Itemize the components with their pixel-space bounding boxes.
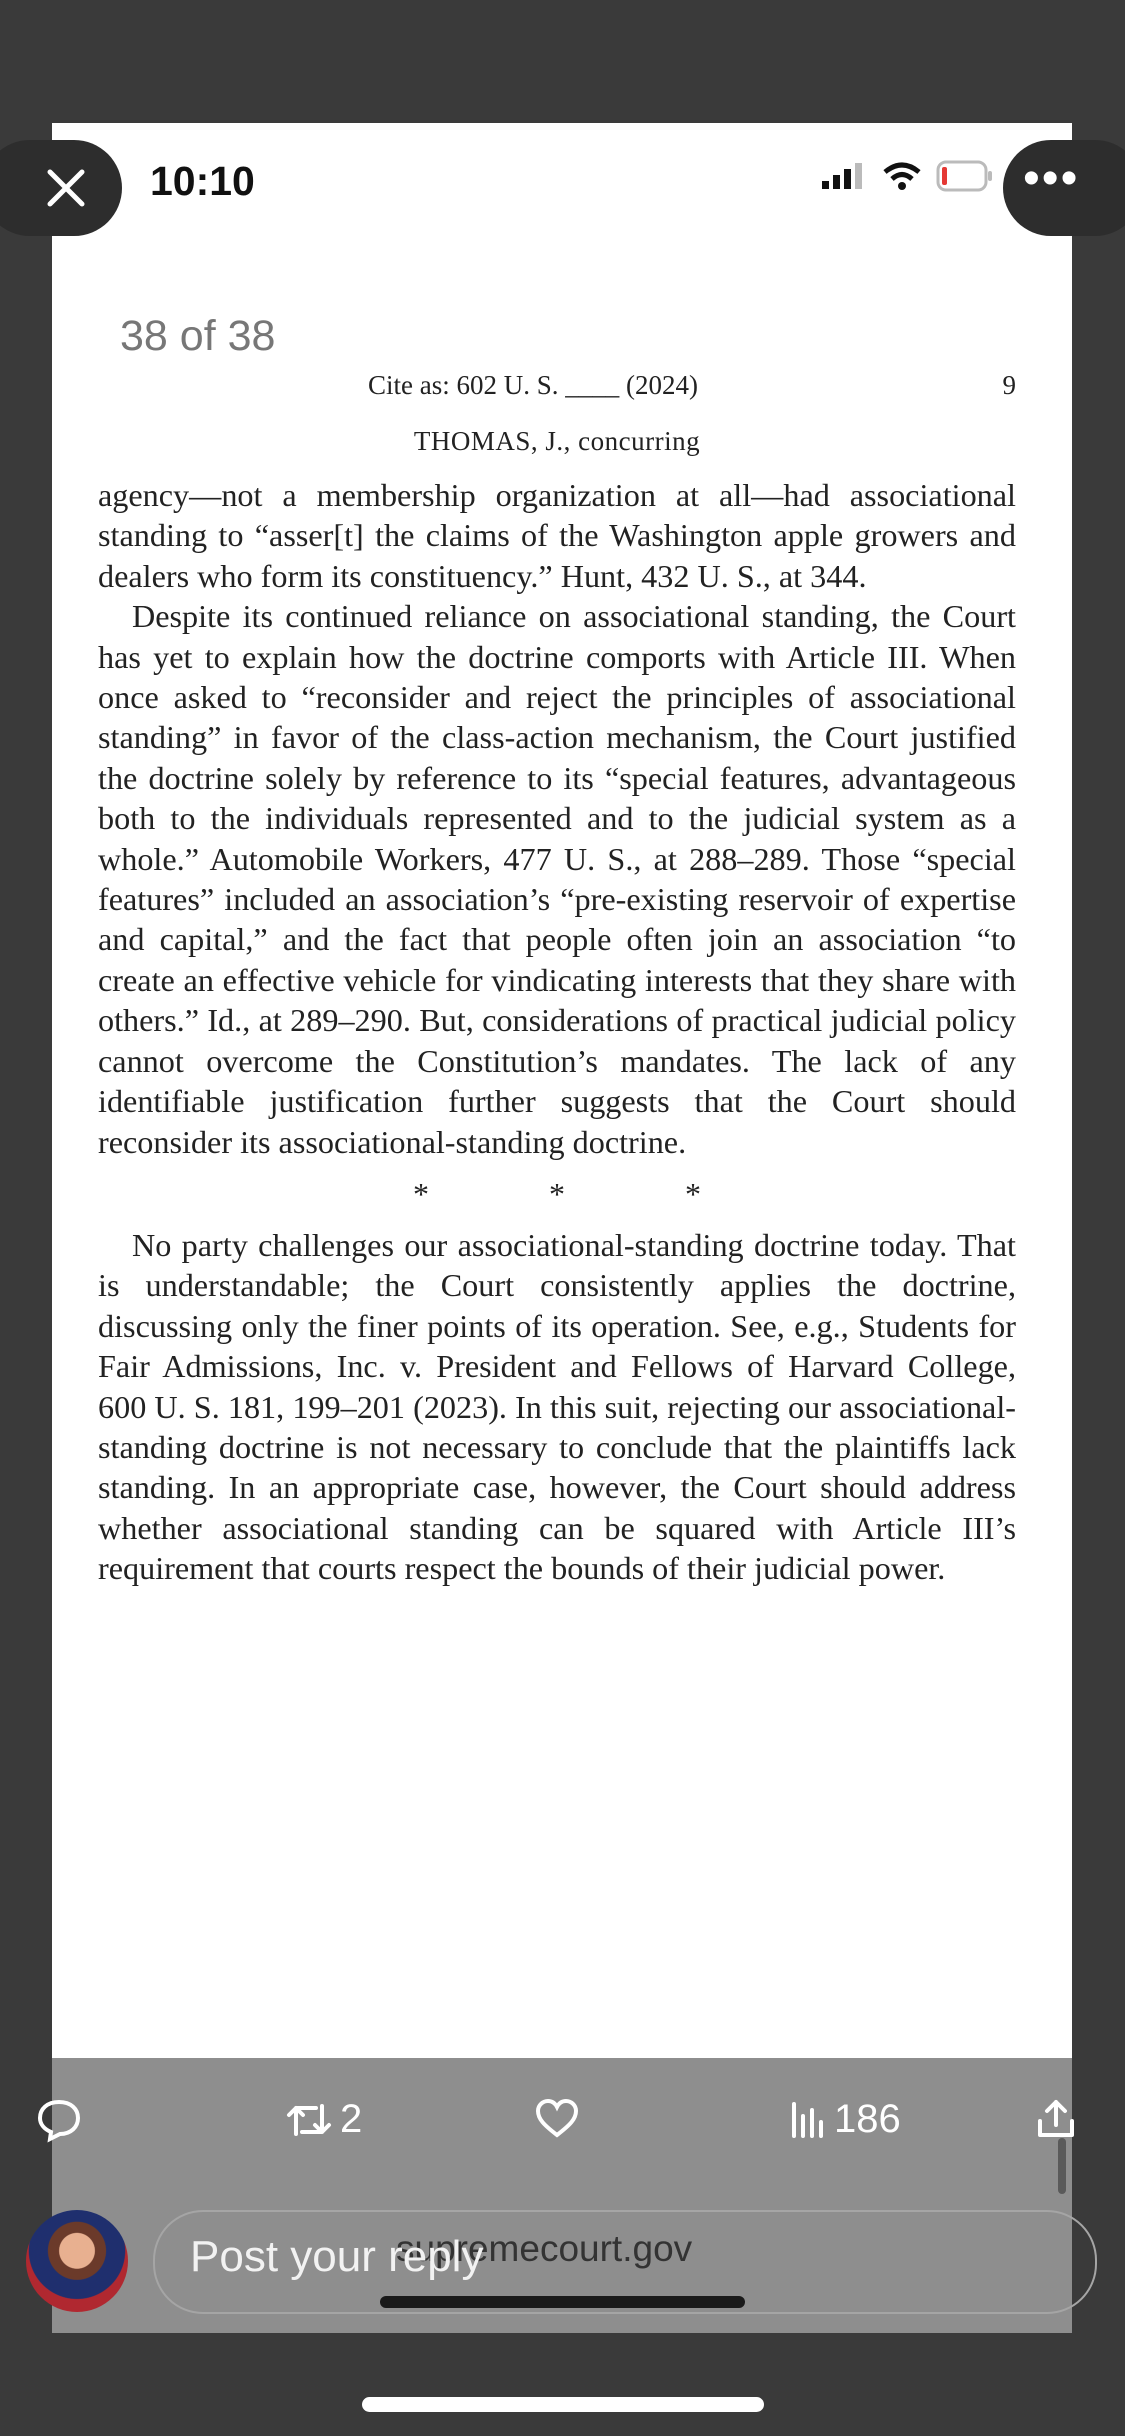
link-underline [380,2296,745,2308]
running-header [98,360,1016,420]
share-button[interactable] [1034,2097,1078,2141]
status-time: 10:10 [150,158,255,204]
views-icon [790,2100,826,2140]
signal-icon [820,161,868,191]
retweet-count: 2 [340,2097,363,2141]
views-count: 186 [834,2097,901,2141]
more-icon: ••• [1023,152,1080,205]
link-domain[interactable]: supremecourt.gov [396,2228,693,2269]
avatar[interactable] [26,2210,128,2312]
reply-button[interactable] [36,2097,82,2143]
views-button[interactable] [790,2097,901,2142]
reply-icon [36,2097,82,2143]
section-break: * * * [413,1175,757,1212]
citation: Cite as: 602 U. S. ____ (2024) [368,370,698,400]
retweet-icon [286,2100,332,2140]
status-icons [820,160,994,192]
reply-placeholder: Post your reply [190,2232,484,2281]
home-indicator[interactable] [362,2397,764,2412]
close-button[interactable] [0,140,122,236]
page-counter: 38 of 38 [120,312,276,360]
scrollbar[interactable] [1058,2138,1066,2194]
paragraph-2: Despite its continued reliance on associational standing, the Court has yet to explain how the doctrine comports with Article III. When once asked to “reconsider and reject the principles of associational standing” in favor of the class-action mechanism, the Court justified the doctrine solely by reference to its “special features, advantageous both to the individuals represented and to the judicial system as a whole.” Automobile Workers, 477 U. S., at 288–289. Those “special features” included an association’s “pre-existing reservoir of expertise and capital,” and the fact that people often join an association “to create an effective vehicle for vindicating interests that they share with others.” Id., at 289–290. But, considerations of practical judicial policy cannot overcome the Constitution’s mandates. The lack of any identifiable justification further suggests that the Court should reconsider its associational-standing doctrine. [98,598,1016,1160]
share-icon [1034,2097,1078,2141]
close-icon [46,168,86,208]
paragraph-3: No party challenges our associational-standing doctrine today. That is understandable; the Court consistently applies the doctrine, discussing only the finer points of its operation. See, e.g., Students for Fair Admissions, Inc. v. President and Fellows of Harvard College, 600 U. S. 181, 199–201 (2023). In this suit, rejecting our associational-standing doctrine is not necessary to conclude that the plaintiffs lack standing. In an appropriate case, however, the Court should address whether associational standing can be squared with Article III’s requirement that courts respect the bounds of their judicial power. [98,1226,1016,1587]
page-number: 9 [1002,370,1016,400]
like-icon [534,2097,580,2139]
wifi-icon [882,161,922,191]
like-button[interactable] [534,2097,580,2139]
battery-icon [936,160,994,192]
document-page [98,360,1016,1589]
more-button[interactable] [1003,140,1125,236]
retweet-button[interactable] [286,2097,362,2142]
opinion-header: THOMAS, J., concurring [413,426,701,456]
paragraph-1: agency—not a membership organization at all—had associational standing to “asser[t] the claims of the Washington apple growers and dealers who form its constituency.” Hunt, 432 U. S., at 344. [98,477,1016,594]
